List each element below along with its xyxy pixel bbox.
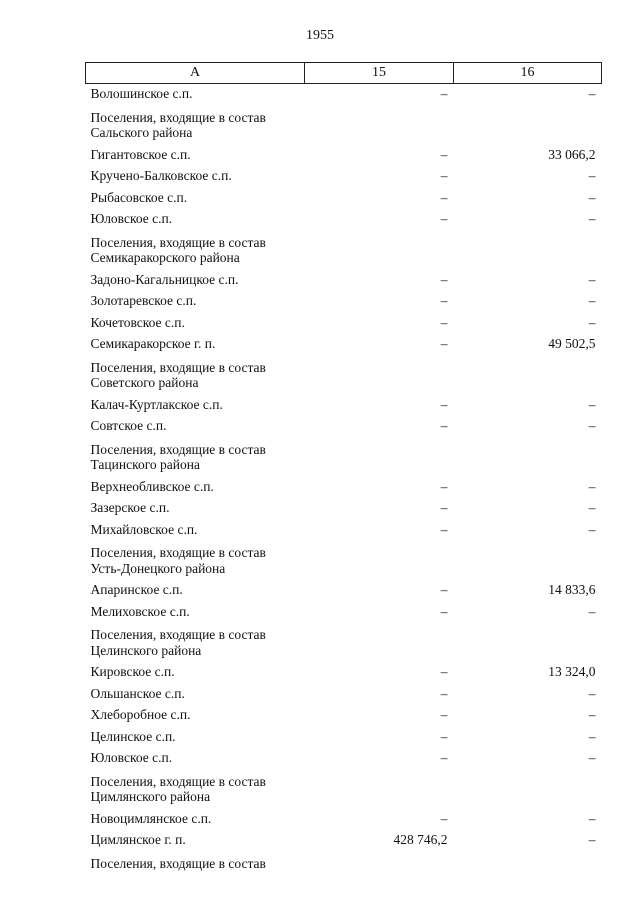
table-row	[86, 809, 602, 831]
table-row	[86, 356, 602, 395]
row-col-16: –	[588, 86, 596, 101]
table-row	[86, 209, 602, 231]
row-col-15: –	[440, 478, 448, 494]
table-row	[86, 748, 602, 770]
table-row	[86, 602, 602, 624]
row-name: Цимлянское г. п.	[90, 832, 186, 847]
row-col-16: –	[588, 168, 596, 183]
table-row	[86, 270, 602, 292]
row-col-16: –	[588, 314, 596, 330]
row-col-16: –	[588, 685, 596, 701]
row-col-16: –	[588, 707, 596, 722]
row-col-15: –	[440, 189, 448, 205]
table-row	[86, 166, 602, 188]
row-col-15	[305, 106, 454, 145]
row-name: Целинское с.п.	[90, 728, 176, 744]
row-name: Юловское с.п.	[90, 750, 173, 765]
row-name: Золотаревское с.п.	[90, 293, 197, 308]
row-col-15	[305, 770, 454, 809]
row-name: Апаринское с.п.	[90, 582, 183, 597]
header-col-15: 15	[305, 63, 454, 84]
row-col-16: –	[588, 832, 596, 847]
row-col-16: –	[588, 810, 596, 826]
row-name: Поселения, входящие в состав Семикаракорского района	[90, 234, 266, 265]
table-row	[86, 231, 602, 270]
table-row	[86, 395, 602, 417]
row-col-16	[454, 356, 602, 395]
row-col-15	[305, 356, 454, 395]
table-row	[86, 727, 602, 749]
row-col-15: –	[440, 396, 448, 412]
table-row	[86, 705, 602, 727]
row-name: Зазерское с.п.	[90, 500, 170, 515]
row-name: Михайловское с.п.	[90, 521, 198, 537]
row-name: Ольшанское с.п.	[90, 685, 185, 701]
row-col-15: –	[440, 582, 448, 597]
row-col-15: –	[440, 664, 448, 679]
row-col-15: –	[440, 500, 448, 515]
row-col-15: –	[440, 685, 448, 701]
row-col-15	[305, 623, 454, 662]
row-name: Поселения, входящие в состав Усть-Донецкого района	[90, 545, 266, 576]
row-col-15	[305, 541, 454, 580]
row-name: Кочетовское с.п.	[90, 314, 185, 330]
row-col-15	[305, 231, 454, 270]
row-name: Новоцимлянское с.п.	[90, 810, 212, 826]
row-col-16: –	[588, 271, 596, 287]
row-col-15: –	[440, 211, 448, 226]
row-col-15: –	[440, 314, 448, 330]
row-col-16: –	[588, 293, 596, 308]
row-col-16	[454, 106, 602, 145]
row-col-15: –	[440, 418, 448, 433]
row-name: Рыбасовское с.п.	[90, 189, 188, 205]
row-col-16: –	[588, 750, 596, 765]
row-name: Семикаракорское г. п.	[90, 336, 216, 351]
row-col-15: –	[440, 603, 448, 619]
row-name: Поселения, входящие в состав Цимлянского района	[90, 773, 266, 804]
row-col-15: 428 746,2	[393, 832, 448, 847]
table-row	[86, 662, 602, 684]
row-col-15	[305, 852, 454, 876]
row-col-16	[454, 231, 602, 270]
budget-table	[85, 62, 602, 875]
row-name: Поселения, входящие в состав Тацинского района	[90, 441, 266, 472]
row-col-15: –	[440, 168, 448, 183]
table-row	[86, 852, 602, 876]
row-name: Волошинское с.п.	[90, 86, 193, 101]
row-name: Калач-Куртлакское с.п.	[90, 396, 223, 412]
table-body	[86, 84, 602, 876]
table-row	[86, 416, 602, 438]
row-name: Поселения, входящие в состав Советского района	[90, 359, 266, 390]
table-row	[86, 438, 602, 477]
row-col-16	[454, 438, 602, 477]
row-col-15: –	[440, 707, 448, 722]
row-col-16: –	[588, 728, 596, 744]
row-name: Верхнеобливское с.п.	[90, 478, 214, 494]
row-col-15: –	[440, 521, 448, 537]
row-col-16: 33 066,2	[548, 146, 596, 162]
table-row	[86, 580, 602, 602]
row-col-16: –	[588, 396, 596, 412]
row-col-16: –	[588, 521, 596, 537]
row-col-16: –	[588, 500, 596, 515]
table-row	[86, 291, 602, 313]
row-col-16	[454, 623, 602, 662]
row-col-16	[454, 541, 602, 580]
row-name: Поселения, входящие в состав Сальского района	[90, 109, 266, 140]
row-name: Совтское с.п.	[90, 418, 167, 433]
table-row	[86, 520, 602, 542]
row-name: Поселения, входящие в состав Целинского района	[90, 627, 266, 658]
table-row	[86, 334, 602, 356]
row-name: Кручено-Балковское с.п.	[90, 168, 232, 183]
row-col-16: –	[588, 189, 596, 205]
header-col-16: 16	[454, 63, 602, 84]
row-col-15: –	[440, 336, 448, 351]
row-col-16: –	[588, 478, 596, 494]
row-col-15: –	[440, 293, 448, 308]
table-row	[86, 188, 602, 210]
table-row	[86, 313, 602, 335]
table-row	[86, 498, 602, 520]
row-name: Юловское с.п.	[90, 211, 173, 226]
row-col-15: –	[440, 810, 448, 826]
row-name: Поселения, входящие в состав	[90, 855, 266, 871]
table-row	[86, 84, 602, 106]
row-name: Кировское с.п.	[90, 664, 175, 679]
row-name: Задоно-Кагальницкое с.п.	[90, 271, 239, 287]
table-header-row	[86, 63, 602, 84]
row-col-15: –	[440, 86, 448, 101]
table-row	[86, 684, 602, 706]
row-name: Хлеборобное с.п.	[90, 707, 191, 722]
row-col-16: –	[588, 211, 596, 226]
row-col-16	[454, 770, 602, 809]
row-col-16: 13 324,0	[548, 664, 596, 679]
table-row	[86, 541, 602, 580]
row-name: Гигантовское с.п.	[90, 146, 191, 162]
row-col-16	[454, 852, 602, 876]
row-col-15: –	[440, 271, 448, 287]
table-row	[86, 623, 602, 662]
row-col-16: –	[588, 603, 596, 619]
row-col-15: –	[440, 750, 448, 765]
table-row	[86, 477, 602, 499]
row-col-16: 49 502,5	[548, 336, 596, 351]
page-number: 1955	[306, 28, 334, 43]
table-row	[86, 145, 602, 167]
row-col-15	[305, 438, 454, 477]
row-col-15: –	[440, 146, 448, 162]
header-col-a: А	[86, 63, 305, 84]
row-col-15: –	[440, 728, 448, 744]
table-row	[86, 106, 602, 145]
table-row	[86, 830, 602, 852]
row-col-16: 14 833,6	[548, 582, 596, 597]
row-name: Мелиховское с.п.	[90, 603, 190, 619]
table-row	[86, 770, 602, 809]
row-col-16: –	[588, 418, 596, 433]
